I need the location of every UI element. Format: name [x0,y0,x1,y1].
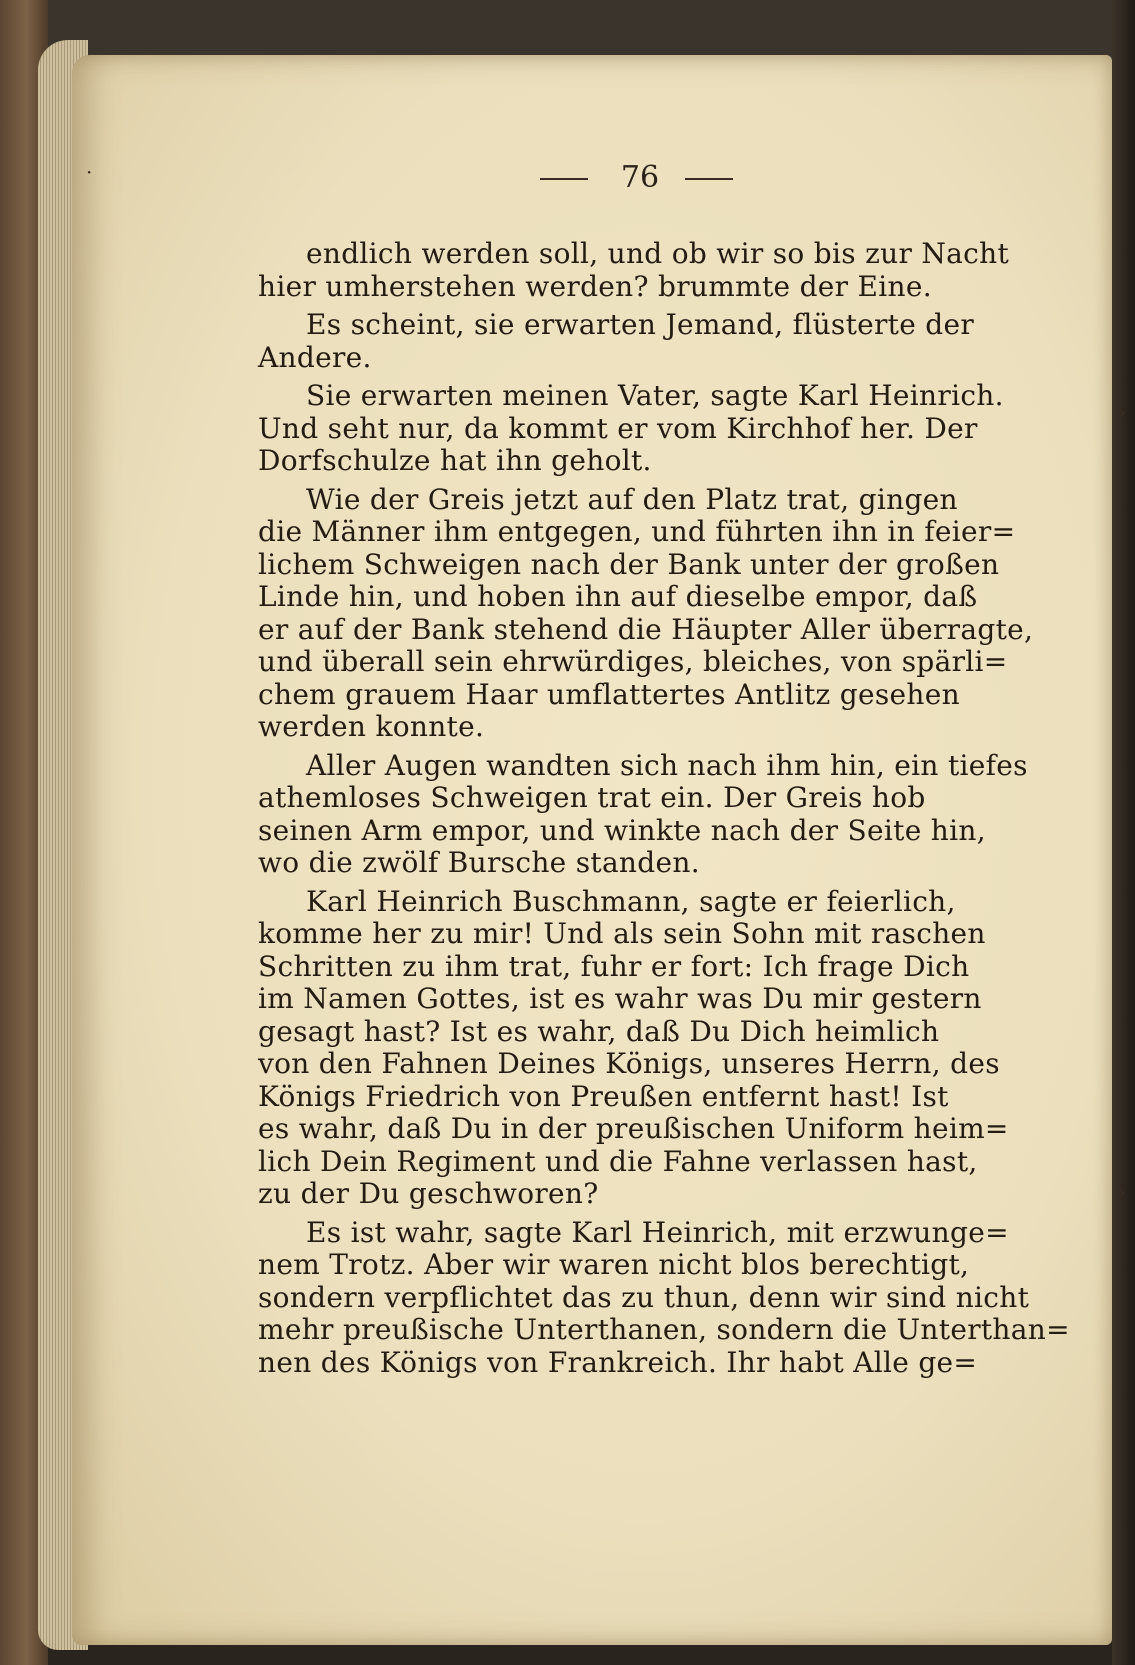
text-line: Es ist wahr, sagte Karl Heinrich, mit erzwunge= [306,1215,1009,1249]
text-line: endlich werden soll, und ob wir so bis zur Nacht [306,237,1010,270]
body-text [258,237,1070,1385]
text-line: und überall sein ehrwürdiges, bleiches, von spärli= [258,645,1008,678]
page-number: 76 [620,160,660,195]
paragraph [258,238,1043,303]
text-line: mehr preußische Unterthanen, sondern die Unterthan= [258,1313,1070,1346]
text-line: gesagt hast? Ist es wahr, daß Du Dich heimlich [258,1014,940,1048]
text-line: Und seht nur, da kommt er vom Kirchhof her. Der [258,411,978,445]
paragraph [258,1215,1070,1380]
text-line: nen des Königs von Frankreich. Ihr habt Alle ge= [258,1345,978,1379]
text-line: werden konnte. [258,710,485,743]
text-line: Es scheint, sie erwarten Jemand, flüsterte der [306,308,975,341]
text-line: seinen Arm empor, und winkte nach der Seite hin, [258,813,986,847]
paragraph [258,309,1043,374]
text-line: komme her zu mir! Und als sein Sohn mit raschen [258,917,986,950]
text-line: Karl Heinrich Buschmann, sagte er feierlich, [306,884,956,918]
text-line: er auf der Bank stehend die Häupter Aller überragte, [258,612,1034,646]
text-line: sondern verpflichtet das zu thun, denn wir sind nicht [258,1280,1030,1314]
text-line: hier umherstehen werden? brummte der Eine. [258,269,932,303]
text-line: die Männer ihm entgegen, und führten ihn in feier= [258,515,1016,548]
text-line: es wahr, daß Du in der preußischen Uniform heim= [258,1112,1009,1145]
paragraph [258,886,1043,1211]
text-line: Wie der Greis jetzt auf den Platz trat, gingen [306,482,958,516]
margin-mark: · [86,160,93,184]
text-line: chem grauem Haar umflattertes Antlitz gesehen [258,677,960,711]
text-line: Dorfschulze hat ihn geholt. [258,444,652,477]
text-line: im Namen Gottes, ist es wahr was Du mir gestern [258,982,982,1015]
text-line: lich Dein Regiment und die Fahne verlassen hast, [258,1144,978,1178]
paragraph [258,750,1043,880]
text-line: Sie erwarten meinen Vater, sagte Karl Heinrich. [306,379,1004,412]
header-dash-right [685,178,733,180]
text-line: lichem Schweigen nach der Bank unter der großen [258,547,1000,581]
text-line: Linde hin, und hoben ihn auf dieselbe empor, daß [258,580,978,613]
paragraph [258,484,1043,744]
scan-border-right [1112,0,1135,1665]
header-dash-left [540,178,588,180]
text-line: Andere. [258,340,372,374]
text-line: nem Trotz. Aber wir waren nicht blos berechtigt, [258,1248,970,1281]
margin-mark: › [1118,400,1126,424]
text-line: Aller Augen wandten sich nach ihm hin, ein tiefes [306,748,1028,782]
text-line: von den Fahnen Deines Königs, unseres Herrn, des [258,1047,1000,1080]
text-line: wo die zwölf Bursche standen. [258,846,700,879]
margin-mark: › [1118,1180,1126,1204]
text-line: Königs Friedrich von Preußen entfernt hast! Ist [258,1079,949,1113]
page-header [540,160,740,196]
paragraph [258,380,1043,478]
text-line: athemloses Schweigen trat ein. Der Greis hob [258,781,926,814]
text-line: Schritten zu ihm trat, fuhr er fort: Ich frage Dich [258,949,970,983]
text-line: zu der Du geschworen? [258,1177,599,1210]
